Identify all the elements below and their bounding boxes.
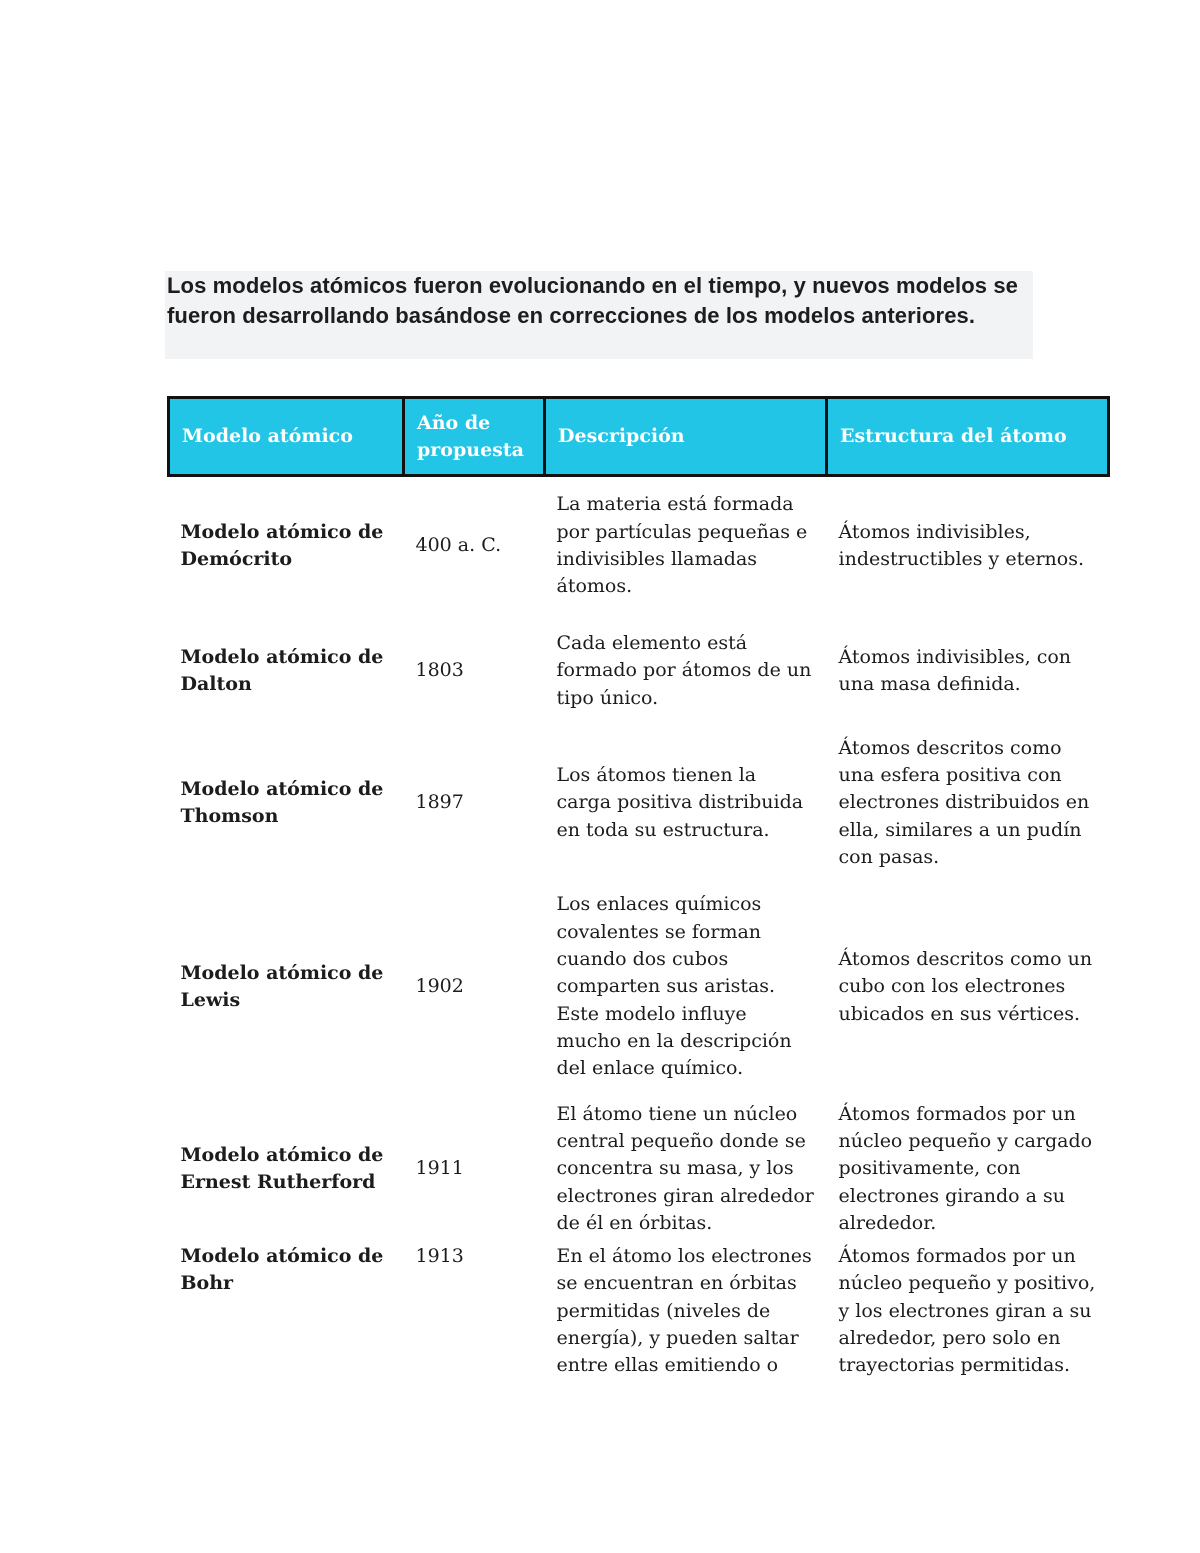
cell-model: Modelo atómico de Bohr <box>180 1245 384 1295</box>
cell-model: Modelo atómico de Thomson <box>180 777 384 827</box>
header-description: Descripción <box>545 398 827 476</box>
table-row <box>169 727 1109 879</box>
cell-description: En el átomo los electrones se encuentran en órbitas permitidas (niveles de energía), y pueden saltar entre ellas emitiendo o <box>556 1245 812 1377</box>
table-row <box>169 615 1109 727</box>
cell-year: 1913 <box>415 1245 464 1267</box>
cell-structure: Átomos indivisibles, indestructibles y eternos. <box>838 520 1084 570</box>
intro-paragraph: Los modelos atómicos fueron evolucionando en el tiempo, y nuevos modelos se fueron desarrollando basándose en correcciones de los modelos anteriores. <box>165 271 1033 359</box>
cell-description: Cada elemento está formado por átomos de un tipo único. <box>556 632 812 709</box>
header-model: Modelo atómico <box>169 398 404 476</box>
header-year: Año de propuesta <box>404 398 545 476</box>
table-row <box>169 1095 1109 1243</box>
header-structure: Estructura del átomo <box>827 398 1109 476</box>
cell-model: Modelo atómico de Ernest Rutherford <box>180 1143 384 1193</box>
table-row <box>169 1243 1109 1393</box>
cell-model: Modelo atómico de Dalton <box>180 645 384 695</box>
cell-year: 1803 <box>415 659 464 682</box>
cell-structure: Átomos formados por un núcleo pequeño y cargado positivamente, con electrones girando a su alrededor. <box>838 1102 1093 1234</box>
atomic-models-table <box>167 396 1110 1393</box>
cell-year: 1902 <box>415 975 464 998</box>
table-row <box>169 879 1109 1095</box>
cell-structure: Átomos descritos como un cubo con los electrones ubicados en sus vértices. <box>838 948 1093 1025</box>
cell-structure: Átomos descritos como una esfera positiva con electrones distribuidos en ella, similares a un pudín con pasas. <box>838 736 1090 868</box>
cell-structure: Átomos formados por un núcleo pequeño y positivo, y los electrones giran a su alrededor, pero solo en trayectorias permitidas. <box>838 1245 1096 1377</box>
cell-description: Los enlaces químicos covalentes se forman cuando dos cubos comparten sus aristas. Este modelo influye mucho en la descripción del enlace químico. <box>556 893 792 1080</box>
table-row <box>169 476 1109 616</box>
cell-year: 1911 <box>415 1157 464 1180</box>
cell-description: El átomo tiene un núcleo central pequeño donde se concentra su masa, y los electrones giran alrededor de él en órbitas. <box>556 1102 814 1234</box>
cell-model: Modelo atómico de Lewis <box>180 961 384 1011</box>
cell-year: 400 a. C. <box>415 534 502 557</box>
cell-description: Los átomos tienen la carga positiva distribuida en toda su estructura. <box>556 764 804 841</box>
cell-description: La materia está formada por partículas pequeñas e indivisibles llamadas átomos. <box>556 493 808 598</box>
cell-structure: Átomos indivisibles, con una masa definida. <box>838 645 1072 695</box>
table-header-row <box>169 398 1109 476</box>
cell-model: Modelo atómico de Demócrito <box>180 520 384 570</box>
cell-year: 1897 <box>415 791 464 814</box>
